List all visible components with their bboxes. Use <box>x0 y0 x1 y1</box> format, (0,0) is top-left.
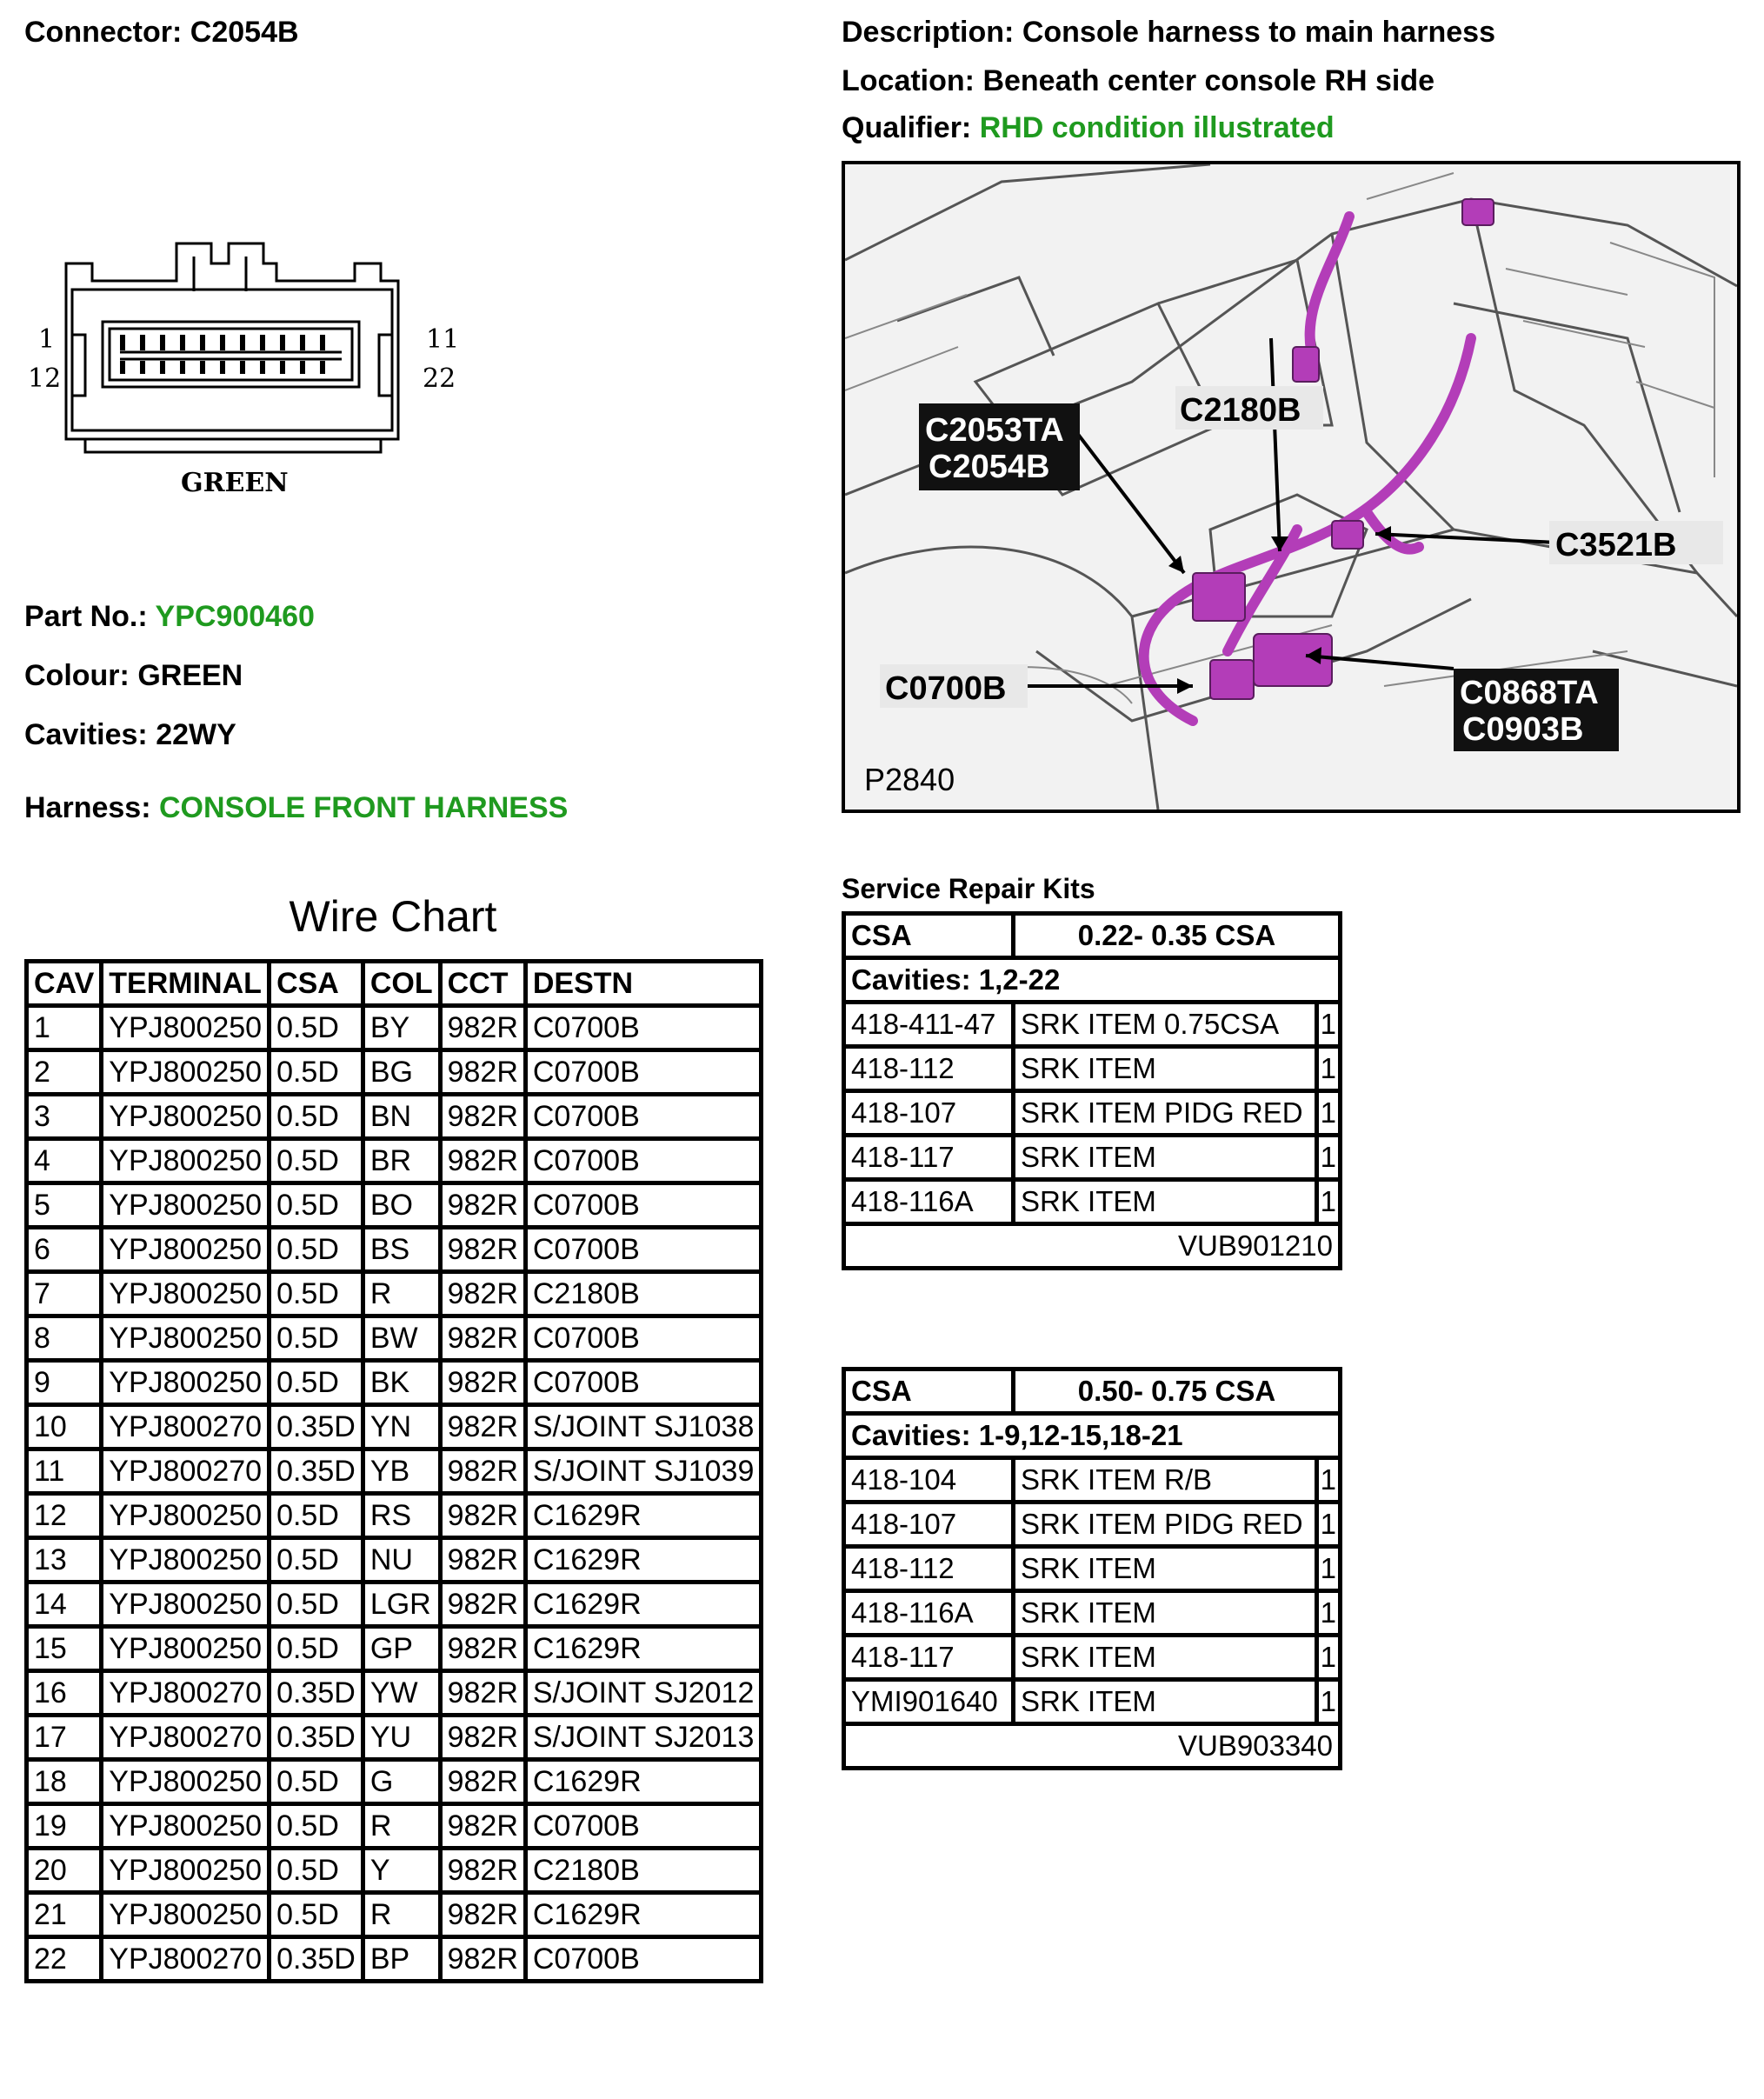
harness-value: CONSOLE FRONT HARNESS <box>158 791 569 824</box>
wire-cell-destn: C0700B <box>525 1139 762 1183</box>
srk-item-qty: 1 <box>1316 1180 1340 1224</box>
srk-item-row <box>844 1591 1341 1636</box>
wire-cell-terminal: YPJ800250 <box>102 1893 270 1937</box>
wire-cell-cct: 982R <box>440 1804 525 1849</box>
wire-cell-col: BS <box>363 1228 440 1272</box>
callout-c2180b: C2180B <box>1180 392 1301 429</box>
wire-cell-terminal: YPJ800250 <box>102 1006 270 1050</box>
header-cct: CCT <box>440 962 525 1006</box>
wire-cell-cct: 982R <box>440 1583 525 1627</box>
wire-cell-col: NU <box>363 1538 440 1583</box>
srk-item-row <box>844 1547 1341 1591</box>
wire-cell-cct: 982R <box>440 1095 525 1139</box>
pin-label-1: 1 <box>38 324 56 355</box>
wire-cell-cav: 4 <box>27 1139 102 1183</box>
wire-row <box>27 1937 762 1982</box>
wire-cell-destn: C0700B <box>525 1316 762 1361</box>
srk1-csa-range: 0.22- 0.35 CSA <box>1014 914 1341 958</box>
connector-value: C2054B <box>190 16 299 49</box>
description-value: Console harness to main harness <box>1022 16 1495 49</box>
srk1-kit-number: VUB901210 <box>844 1224 1341 1269</box>
wire-cell-cav: 18 <box>27 1760 102 1804</box>
service-repair-title: Service Repair Kits <box>842 873 1095 904</box>
wire-cell-cav: 20 <box>27 1849 102 1893</box>
wire-cell-csa: 0.5D <box>270 1538 363 1583</box>
wire-cell-cav: 15 <box>27 1627 102 1671</box>
srk-item-part: 418-116A <box>844 1180 1014 1224</box>
wire-row <box>27 1804 762 1849</box>
wire-cell-destn: C0700B <box>525 1937 762 1982</box>
srk-item-description: SRK ITEM <box>1014 1047 1317 1091</box>
wire-cell-destn: C0700B <box>525 1361 762 1405</box>
wire-cell-cct: 982R <box>440 1228 525 1272</box>
wire-cell-destn: C0700B <box>525 1228 762 1272</box>
wire-row <box>27 1272 762 1316</box>
wire-chart-header-row <box>27 962 762 1006</box>
header-terminal: TERMINAL <box>102 962 270 1006</box>
srk-item-qty: 1 <box>1316 1458 1340 1503</box>
wire-row <box>27 1006 762 1050</box>
description-label: Description: Console harness to main harness <box>842 16 1495 49</box>
pin-label-22: 22 <box>423 363 456 394</box>
wire-cell-col: YU <box>363 1716 440 1760</box>
wire-cell-cct: 982R <box>440 1139 525 1183</box>
location-label: Location: Beneath center console RH side <box>842 64 1435 97</box>
wire-cell-col: BW <box>363 1316 440 1361</box>
wire-cell-destn: C1629R <box>525 1627 762 1671</box>
wire-cell-cav: 16 <box>27 1671 102 1716</box>
wire-cell-terminal: YPJ800250 <box>102 1494 270 1538</box>
wire-cell-cct: 982R <box>440 1494 525 1538</box>
srk-item-description: SRK ITEM <box>1014 1680 1317 1724</box>
wire-cell-cav: 22 <box>27 1937 102 1982</box>
header-destn: DESTN <box>525 962 762 1006</box>
wire-cell-destn: C1629R <box>525 1583 762 1627</box>
srk-item-qty: 1 <box>1316 1047 1340 1091</box>
wire-cell-cct: 982R <box>440 1671 525 1716</box>
diagram-colour: GREEN <box>181 468 289 498</box>
wire-cell-terminal: YPJ800250 <box>102 1583 270 1627</box>
wire-cell-terminal: YPJ800250 <box>102 1095 270 1139</box>
callout-c2053ta: C2053TA <box>925 412 1064 449</box>
harness-label: Harness: CONSOLE FRONT HARNESS <box>24 791 569 824</box>
wire-cell-col: LGR <box>363 1583 440 1627</box>
srk-item-part: YMI901640 <box>844 1680 1014 1724</box>
cavities-label: Cavities: 22WY <box>24 718 236 751</box>
wire-cell-destn: C0700B <box>525 1095 762 1139</box>
srk-item-part: 418-107 <box>844 1091 1014 1136</box>
callout-c2054b: C2054B <box>929 449 1050 485</box>
wire-row <box>27 1228 762 1272</box>
wire-cell-csa: 0.35D <box>270 1937 363 1982</box>
wire-cell-col: BO <box>363 1183 440 1228</box>
pin-label-11: 11 <box>426 324 460 355</box>
srk2-kit-number: VUB903340 <box>844 1724 1341 1769</box>
wire-cell-csa: 0.35D <box>270 1405 363 1449</box>
wire-row <box>27 1449 762 1494</box>
wire-cell-terminal: YPJ800250 <box>102 1361 270 1405</box>
wire-cell-terminal: YPJ800270 <box>102 1405 270 1449</box>
callout-c0868ta: C0868TA <box>1460 675 1599 711</box>
wire-cell-csa: 0.5D <box>270 1760 363 1804</box>
wire-cell-col: YW <box>363 1671 440 1716</box>
wire-cell-csa: 0.5D <box>270 1893 363 1937</box>
callout-c3521b: C3521B <box>1555 527 1677 563</box>
wire-cell-terminal: YPJ800250 <box>102 1804 270 1849</box>
srk2-csa-range: 0.50- 0.75 CSA <box>1014 1369 1341 1414</box>
wire-cell-terminal: YPJ800250 <box>102 1183 270 1228</box>
wire-cell-cav: 13 <box>27 1538 102 1583</box>
connector-label: Connector: C2054B <box>24 16 299 49</box>
wire-cell-cct: 982R <box>440 1405 525 1449</box>
part-no-label: Part No.: YPC900460 <box>24 600 315 633</box>
wire-chart-title: Wire Chart <box>289 892 497 941</box>
wire-row <box>27 1050 762 1095</box>
srk-item-row <box>844 1136 1341 1180</box>
wire-cell-cct: 982R <box>440 1449 525 1494</box>
wire-cell-col: BY <box>363 1006 440 1050</box>
wire-cell-destn: C0700B <box>525 1050 762 1095</box>
wire-cell-col: R <box>363 1893 440 1937</box>
srk1-csa-label: CSA <box>844 914 1014 958</box>
srk-item-description: SRK ITEM R/B <box>1014 1458 1317 1503</box>
wire-cell-csa: 0.5D <box>270 1494 363 1538</box>
callout-c0700b: C0700B <box>885 670 1007 707</box>
wire-row <box>27 1538 762 1583</box>
wire-cell-csa: 0.35D <box>270 1671 363 1716</box>
connector-face-diagram <box>24 239 476 504</box>
srk-item-description: SRK ITEM PIDG RED <box>1014 1091 1317 1136</box>
srk-item-row <box>844 1458 1341 1503</box>
srk-item-part: 418-411-47 <box>844 1003 1014 1047</box>
srk-item-qty: 1 <box>1316 1003 1340 1047</box>
wire-cell-col: YB <box>363 1449 440 1494</box>
wire-cell-cav: 17 <box>27 1716 102 1760</box>
wire-cell-terminal: YPJ800250 <box>102 1272 270 1316</box>
wire-cell-destn: C0700B <box>525 1804 762 1849</box>
srk-item-description: SRK ITEM <box>1014 1636 1317 1680</box>
wire-cell-destn: C2180B <box>525 1272 762 1316</box>
wire-row <box>27 1760 762 1804</box>
srk-item-description: SRK ITEM <box>1014 1136 1317 1180</box>
wire-row <box>27 1583 762 1627</box>
srk1-cavities: Cavities: 1,2-22 <box>844 958 1341 1003</box>
wire-cell-cav: 6 <box>27 1228 102 1272</box>
pin-label-12: 12 <box>28 363 62 394</box>
srk-item-row <box>844 1680 1341 1724</box>
wire-row <box>27 1361 762 1405</box>
colour-label: Colour: GREEN <box>24 659 243 692</box>
srk-item-part: 418-112 <box>844 1047 1014 1091</box>
qualifier-label: Qualifier: RHD condition illustrated <box>842 111 1335 144</box>
wire-cell-terminal: YPJ800250 <box>102 1316 270 1361</box>
wire-row <box>27 1405 762 1449</box>
wire-cell-col: RS <box>363 1494 440 1538</box>
location-value: Beneath center console RH side <box>982 64 1435 97</box>
wire-cell-col: YN <box>363 1405 440 1449</box>
srk-item-qty: 1 <box>1316 1091 1340 1136</box>
wire-cell-cav: 12 <box>27 1494 102 1538</box>
wire-cell-destn: C2180B <box>525 1849 762 1893</box>
srk-item-row <box>844 1636 1341 1680</box>
wire-cell-csa: 0.5D <box>270 1006 363 1050</box>
wire-cell-cav: 19 <box>27 1804 102 1849</box>
wire-cell-destn: C1629R <box>525 1760 762 1804</box>
wire-cell-cct: 982R <box>440 1849 525 1893</box>
wire-cell-terminal: YPJ800250 <box>102 1139 270 1183</box>
wire-cell-col: BP <box>363 1937 440 1982</box>
wire-cell-col: BN <box>363 1095 440 1139</box>
srk-item-description: SRK ITEM 0.75CSA <box>1014 1003 1317 1047</box>
wire-row <box>27 1893 762 1937</box>
wire-cell-destn: S/JOINT SJ1039 <box>525 1449 762 1494</box>
srk-item-qty: 1 <box>1316 1547 1340 1591</box>
wire-cell-csa: 0.35D <box>270 1716 363 1760</box>
srk-item-row <box>844 1180 1341 1224</box>
wire-cell-cct: 982R <box>440 1937 525 1982</box>
srk-item-row <box>844 1047 1341 1091</box>
wire-cell-cct: 982R <box>440 1361 525 1405</box>
wire-cell-destn: C1629R <box>525 1538 762 1583</box>
srk-item-part: 418-112 <box>844 1547 1014 1591</box>
wire-row <box>27 1139 762 1183</box>
wire-cell-destn: C1629R <box>525 1893 762 1937</box>
wire-cell-destn: C1629R <box>525 1494 762 1538</box>
wire-cell-terminal: YPJ800250 <box>102 1538 270 1583</box>
wire-cell-terminal: YPJ800250 <box>102 1760 270 1804</box>
wire-chart-table <box>24 959 763 1983</box>
srk-item-part: 418-117 <box>844 1136 1014 1180</box>
wire-row <box>27 1716 762 1760</box>
wire-cell-col: R <box>363 1804 440 1849</box>
wire-cell-csa: 0.5D <box>270 1050 363 1095</box>
header-col: COL <box>363 962 440 1006</box>
wire-cell-col: BK <box>363 1361 440 1405</box>
srk2-csa-label: CSA <box>844 1369 1014 1414</box>
srk-item-part: 418-104 <box>844 1458 1014 1503</box>
wire-row <box>27 1095 762 1139</box>
srk-item-row <box>844 1003 1341 1047</box>
wire-cell-destn: S/JOINT SJ2013 <box>525 1716 762 1760</box>
wire-cell-csa: 0.5D <box>270 1228 363 1272</box>
wire-cell-cav: 5 <box>27 1183 102 1228</box>
wire-cell-col: Y <box>363 1849 440 1893</box>
wire-cell-terminal: YPJ800250 <box>102 1228 270 1272</box>
wire-cell-cav: 21 <box>27 1893 102 1937</box>
wire-cell-destn: C0700B <box>525 1183 762 1228</box>
srk-item-row <box>844 1503 1341 1547</box>
wire-cell-terminal: YPJ800250 <box>102 1849 270 1893</box>
wire-cell-csa: 0.35D <box>270 1449 363 1494</box>
wire-cell-cav: 7 <box>27 1272 102 1316</box>
qualifier-value: RHD condition illustrated <box>979 111 1335 144</box>
wire-cell-cav: 3 <box>27 1095 102 1139</box>
wire-cell-terminal: YPJ800250 <box>102 1050 270 1095</box>
colour-value: GREEN <box>137 659 243 692</box>
wire-cell-csa: 0.5D <box>270 1183 363 1228</box>
srk-item-qty: 1 <box>1316 1636 1340 1680</box>
wire-cell-csa: 0.5D <box>270 1316 363 1361</box>
wire-cell-csa: 0.5D <box>270 1583 363 1627</box>
wire-cell-col: GP <box>363 1627 440 1671</box>
wire-cell-cav: 2 <box>27 1050 102 1095</box>
header-cav: CAV <box>27 962 102 1006</box>
location-illustration <box>842 161 1741 813</box>
wire-row <box>27 1494 762 1538</box>
wire-row <box>27 1849 762 1893</box>
wire-row <box>27 1671 762 1716</box>
wire-row <box>27 1183 762 1228</box>
header-csa: CSA <box>270 962 363 1006</box>
wire-cell-destn: S/JOINT SJ1038 <box>525 1405 762 1449</box>
wire-cell-cct: 982R <box>440 1272 525 1316</box>
srk-table-2 <box>842 1367 1342 1770</box>
srk-item-part: 418-116A <box>844 1591 1014 1636</box>
wire-cell-cct: 982R <box>440 1760 525 1804</box>
wire-cell-csa: 0.5D <box>270 1139 363 1183</box>
wire-cell-cav: 1 <box>27 1006 102 1050</box>
srk-item-qty: 1 <box>1316 1136 1340 1180</box>
part-no-value: YPC900460 <box>155 600 315 633</box>
photo-ref: P2840 <box>864 762 955 797</box>
callout-c0903b: C0903B <box>1462 711 1584 748</box>
wire-cell-cct: 982R <box>440 1716 525 1760</box>
wire-cell-destn: C0700B <box>525 1006 762 1050</box>
wire-cell-csa: 0.5D <box>270 1804 363 1849</box>
wire-row <box>27 1316 762 1361</box>
wire-cell-cct: 982R <box>440 1316 525 1361</box>
srk2-cavities: Cavities: 1-9,12-15,18-21 <box>844 1414 1341 1458</box>
wire-cell-cav: 14 <box>27 1583 102 1627</box>
wire-cell-terminal: YPJ800250 <box>102 1627 270 1671</box>
wire-cell-terminal: YPJ800270 <box>102 1449 270 1494</box>
wire-cell-col: BG <box>363 1050 440 1095</box>
wire-cell-destn: S/JOINT SJ2012 <box>525 1671 762 1716</box>
wire-cell-cct: 982R <box>440 1627 525 1671</box>
wire-cell-cav: 11 <box>27 1449 102 1494</box>
srk-item-description: SRK ITEM PIDG RED <box>1014 1503 1317 1547</box>
wire-cell-terminal: YPJ800270 <box>102 1671 270 1716</box>
srk-item-part: 418-117 <box>844 1636 1014 1680</box>
srk-item-qty: 1 <box>1316 1591 1340 1636</box>
wire-cell-cct: 982R <box>440 1183 525 1228</box>
wire-cell-terminal: YPJ800270 <box>102 1937 270 1982</box>
wire-cell-terminal: YPJ800270 <box>102 1716 270 1760</box>
wire-cell-csa: 0.5D <box>270 1361 363 1405</box>
srk-item-qty: 1 <box>1316 1503 1340 1547</box>
srk-item-part: 418-107 <box>844 1503 1014 1547</box>
srk-item-description: SRK ITEM <box>1014 1591 1317 1636</box>
wire-cell-csa: 0.5D <box>270 1849 363 1893</box>
wire-cell-col: R <box>363 1272 440 1316</box>
wire-cell-cct: 982R <box>440 1893 525 1937</box>
wire-cell-csa: 0.5D <box>270 1272 363 1316</box>
wire-cell-col: BR <box>363 1139 440 1183</box>
srk-item-row <box>844 1091 1341 1136</box>
wire-row <box>27 1627 762 1671</box>
wire-cell-csa: 0.5D <box>270 1095 363 1139</box>
wire-cell-col: G <box>363 1760 440 1804</box>
cavities-value: 22WY <box>156 718 236 751</box>
srk-item-qty: 1 <box>1316 1680 1340 1724</box>
srk-table-1 <box>842 911 1342 1270</box>
wire-cell-cav: 9 <box>27 1361 102 1405</box>
wire-cell-csa: 0.5D <box>270 1627 363 1671</box>
srk-item-description: SRK ITEM <box>1014 1547 1317 1591</box>
wire-cell-cav: 8 <box>27 1316 102 1361</box>
wire-cell-cct: 982R <box>440 1538 525 1583</box>
wire-cell-cav: 10 <box>27 1405 102 1449</box>
srk-item-description: SRK ITEM <box>1014 1180 1317 1224</box>
wire-cell-cct: 982R <box>440 1050 525 1095</box>
wire-cell-cct: 982R <box>440 1006 525 1050</box>
